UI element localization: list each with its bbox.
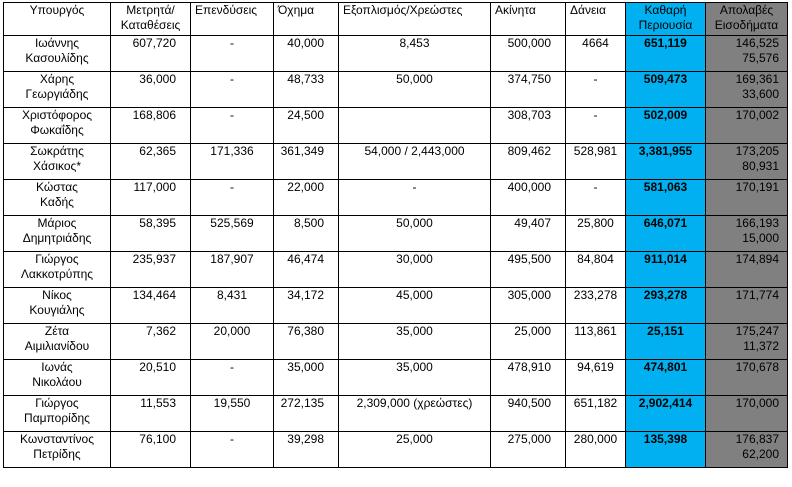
cash-cell: 20,510	[111, 360, 191, 396]
investments-cell: 525,569	[191, 216, 274, 252]
vehicle-cell: 361,349	[274, 144, 339, 180]
income-cell	[706, 360, 788, 396]
header-equipment: Εξοπλισμός/Χρεώστες	[339, 3, 491, 36]
minister-name-cell	[4, 72, 111, 108]
property-cell: 308,703	[491, 108, 566, 144]
investments-cell: -	[191, 180, 274, 216]
income-cell-line: 15,000	[742, 231, 779, 245]
header-cash	[111, 3, 191, 36]
header-row	[4, 3, 788, 36]
minister-name-cell	[4, 36, 111, 72]
table-row	[4, 36, 788, 72]
header-cash-line2: Καταθέσεις	[120, 18, 181, 32]
net-worth-cell: 646,071	[626, 216, 706, 252]
ministers-assets-table	[3, 2, 788, 468]
income-cell	[706, 180, 788, 216]
minister-name-cell-line: Χριστόφορος	[21, 108, 93, 122]
income-cell-line: 169,361	[735, 72, 779, 86]
property-cell: 49,407	[491, 216, 566, 252]
net-worth-cell: 581,063	[626, 180, 706, 216]
minister-name-cell	[4, 108, 111, 144]
vehicle-cell: 76,380	[274, 324, 339, 360]
equipment-cell: 54,000 / 2,443,000	[339, 144, 491, 180]
minister-name-cell-line: Ζέτα	[44, 324, 70, 338]
equipment-cell: 35,000	[339, 324, 491, 360]
equipment-cell: 30,000	[339, 252, 491, 288]
property-cell: 495,500	[491, 252, 566, 288]
vehicle-cell: 35,000	[274, 360, 339, 396]
minister-name-cell-line: Καδής	[40, 195, 74, 209]
equipment-cell: 50,000	[339, 72, 491, 108]
investments-cell: -	[191, 72, 274, 108]
minister-name-cell-line: Γιώργος	[35, 396, 79, 410]
net-worth-cell: 474,801	[626, 360, 706, 396]
income-cell-line: 171,774	[735, 288, 779, 302]
table-row	[4, 180, 788, 216]
net-worth-cell: 135,398	[626, 432, 706, 468]
net-worth-cell: 2,902,414	[626, 396, 706, 432]
income-cell	[706, 396, 788, 432]
net-worth-cell: 911,014	[626, 252, 706, 288]
cash-cell: 36,000	[111, 72, 191, 108]
loans-cell: -	[566, 180, 626, 216]
header-vehicle: Όχημα	[274, 3, 339, 36]
property-cell: 305,000	[491, 288, 566, 324]
investments-cell: 8,431	[191, 288, 274, 324]
minister-name-cell-line: Ιωνάς	[41, 360, 73, 374]
income-cell-line: 11,372	[743, 339, 779, 353]
table-row	[4, 108, 788, 144]
equipment-cell: 45,000	[339, 288, 491, 324]
equipment-cell: 25,000	[339, 432, 491, 468]
minister-name-cell-line: Χάρης	[39, 72, 75, 86]
header-net-worth-line1: Καθαρή	[644, 3, 687, 17]
equipment-cell: -	[339, 180, 491, 216]
header-investments: Επενδύσεις	[191, 3, 274, 36]
loans-cell: 113,861	[566, 324, 626, 360]
income-cell	[706, 288, 788, 324]
minister-name-cell-line: Νίκος	[42, 288, 72, 302]
minister-name-cell	[4, 324, 111, 360]
income-cell-line: 33,600	[742, 87, 779, 101]
table-row	[4, 324, 788, 360]
cash-cell: 607,720	[111, 36, 191, 72]
minister-name-cell-line: Πετρίδης	[33, 447, 81, 461]
investments-cell: 20,000	[191, 324, 274, 360]
income-cell	[706, 216, 788, 252]
net-worth-cell: 3,381,955	[626, 144, 706, 180]
income-cell-line: 170,000	[735, 396, 779, 410]
minister-name-cell	[4, 252, 111, 288]
vehicle-cell: 46,474	[274, 252, 339, 288]
minister-name-cell-line: Σωκράτης	[30, 144, 84, 158]
header-income	[706, 3, 788, 36]
minister-name-cell-line: Γεωργιάδης	[25, 87, 89, 101]
loans-cell: 233,278	[566, 288, 626, 324]
income-cell-line: 80,931	[742, 159, 779, 173]
investments-cell: -	[191, 360, 274, 396]
header-net-worth	[626, 3, 706, 36]
minister-name-cell-line: Παμπορίδης	[24, 411, 90, 425]
table-row	[4, 216, 788, 252]
header-property: Ακίνητα	[491, 3, 566, 36]
header-cash-line1: Μετρητά/	[126, 3, 175, 17]
header-income-line1: Απολαβές	[719, 3, 774, 17]
income-cell-line: 170,678	[735, 360, 779, 374]
minister-name-cell	[4, 144, 111, 180]
vehicle-cell: 39,298	[274, 432, 339, 468]
cash-cell: 117,000	[111, 180, 191, 216]
cash-cell: 58,395	[111, 216, 191, 252]
income-cell-line: 146,525	[735, 36, 779, 50]
loans-cell: 4664	[566, 36, 626, 72]
income-cell-line: 75,576	[742, 51, 779, 65]
minister-name-cell	[4, 180, 111, 216]
net-worth-cell: 509,473	[626, 72, 706, 108]
loans-cell: 528,981	[566, 144, 626, 180]
property-cell: 809,462	[491, 144, 566, 180]
income-cell-line: 62,200	[742, 447, 779, 461]
income-cell-line: 174,894	[735, 252, 779, 266]
income-cell	[706, 252, 788, 288]
cash-cell: 76,100	[111, 432, 191, 468]
income-cell	[706, 36, 788, 72]
equipment-cell: 2,309,000 (χρεώστες)	[339, 396, 491, 432]
income-cell	[706, 72, 788, 108]
header-net-worth-line2: Περιουσία	[638, 18, 693, 32]
vehicle-cell: 22,000	[274, 180, 339, 216]
minister-name-cell-line: Κώστας	[36, 180, 78, 194]
net-worth-cell: 502,009	[626, 108, 706, 144]
table-row	[4, 252, 788, 288]
equipment-cell	[339, 108, 491, 144]
minister-name-cell-line: Λακκοτρύπης	[20, 267, 94, 281]
income-cell-line: 166,193	[735, 216, 779, 230]
loans-cell: -	[566, 72, 626, 108]
table-row	[4, 396, 788, 432]
minister-name-cell-line: Ιωάννης	[34, 36, 80, 50]
income-cell	[706, 108, 788, 144]
equipment-cell: 8,453	[339, 36, 491, 72]
vehicle-cell: 272,135	[274, 396, 339, 432]
table-row	[4, 432, 788, 468]
income-cell	[706, 432, 788, 468]
minister-name-cell-line: Φωκαΐδης	[30, 123, 84, 137]
cash-cell: 168,806	[111, 108, 191, 144]
vehicle-cell: 34,172	[274, 288, 339, 324]
vehicle-cell: 24,500	[274, 108, 339, 144]
minister-name-cell-line: Κωνσταντίνος	[19, 432, 94, 446]
minister-name-cell-line: Νικολάου	[32, 375, 82, 389]
property-cell: 25,000	[491, 324, 566, 360]
minister-name-cell-line: Αιμιλιανίδου	[24, 339, 90, 353]
vehicle-cell: 8,500	[274, 216, 339, 252]
cash-cell: 7,362	[111, 324, 191, 360]
property-cell: 400,000	[491, 180, 566, 216]
table-row	[4, 72, 788, 108]
minister-name-cell-line: Χάσικος*	[33, 159, 81, 173]
minister-name-cell	[4, 288, 111, 324]
income-cell	[706, 324, 788, 360]
minister-name-cell-line: Δημητριάδης	[22, 231, 92, 245]
net-worth-cell: 651,119	[626, 36, 706, 72]
property-cell: 374,750	[491, 72, 566, 108]
table-row	[4, 144, 788, 180]
loans-cell: 280,000	[566, 432, 626, 468]
minister-name-cell	[4, 216, 111, 252]
investments-cell: 19,550	[191, 396, 274, 432]
investments-cell: -	[191, 108, 274, 144]
property-cell: 478,910	[491, 360, 566, 396]
investments-cell: 171,336	[191, 144, 274, 180]
equipment-cell: 50,000	[339, 216, 491, 252]
table-row	[4, 360, 788, 396]
header-loans: Δάνεια	[566, 3, 626, 36]
header-income-line2: Εισοδήματα	[714, 18, 779, 32]
vehicle-cell: 48,733	[274, 72, 339, 108]
loans-cell: 84,804	[566, 252, 626, 288]
income-cell-line: 170,191	[735, 180, 779, 194]
minister-name-cell-line: Μάριος	[37, 216, 77, 230]
cash-cell: 62,365	[111, 144, 191, 180]
equipment-cell: 35,000	[339, 360, 491, 396]
minister-name-cell-line: Γιώργος	[35, 252, 79, 266]
vehicle-cell: 40,000	[274, 36, 339, 72]
table-row	[4, 288, 788, 324]
minister-name-cell-line: Κασουλίδης	[25, 51, 89, 65]
income-cell	[706, 144, 788, 180]
net-worth-cell: 25,151	[626, 324, 706, 360]
loans-cell: 94,619	[566, 360, 626, 396]
property-cell: 500,000	[491, 36, 566, 72]
header-minister: Υπουργός	[4, 3, 111, 36]
investments-cell: 187,907	[191, 252, 274, 288]
property-cell: 940,500	[491, 396, 566, 432]
cash-cell: 134,464	[111, 288, 191, 324]
minister-name-cell	[4, 432, 111, 468]
investments-cell: -	[191, 432, 274, 468]
cash-cell: 235,937	[111, 252, 191, 288]
loans-cell: 25,800	[566, 216, 626, 252]
income-cell-line: 176,837	[735, 432, 779, 446]
minister-name-cell	[4, 360, 111, 396]
investments-cell: -	[191, 36, 274, 72]
income-cell-line: 173,205	[735, 144, 779, 158]
property-cell: 275,000	[491, 432, 566, 468]
income-cell-line: 170,002	[735, 108, 779, 122]
minister-name-cell-line: Κουγιάλης	[29, 303, 85, 317]
minister-name-cell	[4, 396, 111, 432]
net-worth-cell: 293,278	[626, 288, 706, 324]
loans-cell: 651,182	[566, 396, 626, 432]
loans-cell: -	[566, 108, 626, 144]
cash-cell: 11,553	[111, 396, 191, 432]
income-cell-line: 175,247	[735, 324, 779, 338]
